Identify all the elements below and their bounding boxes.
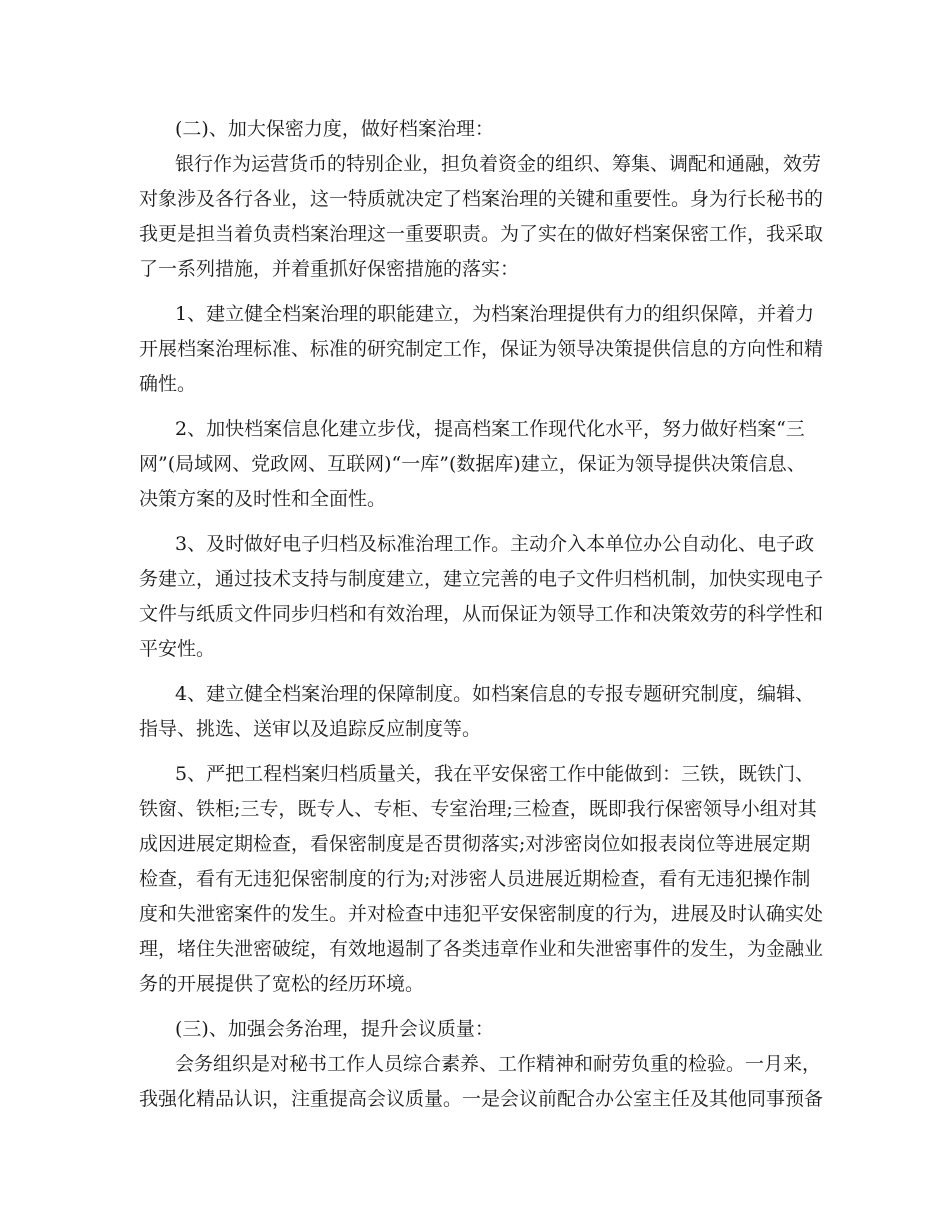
paragraph-line: 1、建立健全档案治理的职能建立，为档案治理提供有力的组织保障，并着力 [175, 303, 815, 325]
section-heading-2: (二)、加大保密力度，做好档案治理： [175, 118, 494, 140]
paragraph-line: 我强化精品认识，注重提高会议质量。一是会议前配合办公室主任及其他同事预备 [139, 1088, 824, 1110]
paragraph-line: 度和失泄密案件的发生。并对检查中违犯平安保密制度的行为，进展及时认确实处 [139, 903, 824, 925]
paragraph-line: 我更是担当着负责档案治理这一重要职责。为了实在的做好档案保密工作，我采取 [139, 223, 824, 245]
paragraph-line: 会务组织是对秘书工作人员综合素养、工作精神和耐劳负重的检验。一月来， [175, 1053, 822, 1075]
paragraph-line: 对象涉及各行各业，这一特质就决定了档案治理的关键和重要性。身为行长秘书的 [139, 188, 824, 210]
paragraph-line: 确性。 [139, 373, 197, 395]
paragraph-line: 成因进展定期检查，看保密制度是否贯彻落实;对涉密岗位如报表岗位等进展定期 [139, 833, 811, 855]
paragraph-line: 银行作为运营货币的特别企业，担负着资金的组织、筹集、调配和通融，效劳 [175, 153, 822, 175]
section-heading-3: (三)、加强会务治理，提升会议质量： [175, 1018, 494, 1040]
paragraph-line: 3、及时做好电子归档及标准治理工作。主动介入本单位办公自动化、电子政 [175, 533, 815, 555]
paragraph-line: 了一系列措施，并着重抓好保密措施的落实： [139, 258, 520, 280]
paragraph-line: 开展档案治理标准、标准的研究制定工作，保证为领导决策提供信息的方向性和精 [139, 338, 824, 360]
paragraph-line: 务的开展提供了宽松的经历环境。 [139, 973, 425, 995]
paragraph-line: 检查，看有无违犯保密制度的行为;对涉密人员进展近期检查，看有无违犯操作制 [139, 868, 811, 890]
paragraph-line: 文件与纸质文件同步归档和有效治理，从而保证为领导工作和决策效劳的科学性和 [139, 603, 824, 625]
paragraph-line: 4、建立健全档案治理的保障制度。如档案信息的专报专题研究制度，编辑、 [175, 683, 815, 705]
paragraph-line: 铁窗、铁柜;三专，既专人、专柜、专室治理;三检查，既即我行保密领导小组对其 [139, 798, 817, 820]
paragraph-line: 2、加快档案信息化建立步伐，提高档案工作现代化水平，努力做好档案“三 [175, 418, 805, 440]
paragraph-line: 理，堵住失泄密破绽，有效地遏制了各类违章作业和失泄密事件的发生，为金融业 [139, 938, 824, 960]
paragraph-line: 平安性。 [139, 638, 216, 660]
paragraph-line: 网”(局域网、党政网、互联网)“一库”(数据库)建立，保证为领导提供决策信息、 [139, 453, 806, 475]
paragraph-line: 指导、挑选、送审以及追踪反应制度等。 [139, 718, 482, 740]
paragraph-line: 务建立，通过技术支持与制度建立，建立完善的电子文件归档机制，加快实现电子 [139, 568, 824, 590]
paragraph-line: 决策方案的及时性和全面性。 [139, 488, 387, 510]
paragraph-line: 5、严把工程档案归档质量关，我在平安保密工作中能做到：三铁，既铁门、 [175, 763, 815, 785]
